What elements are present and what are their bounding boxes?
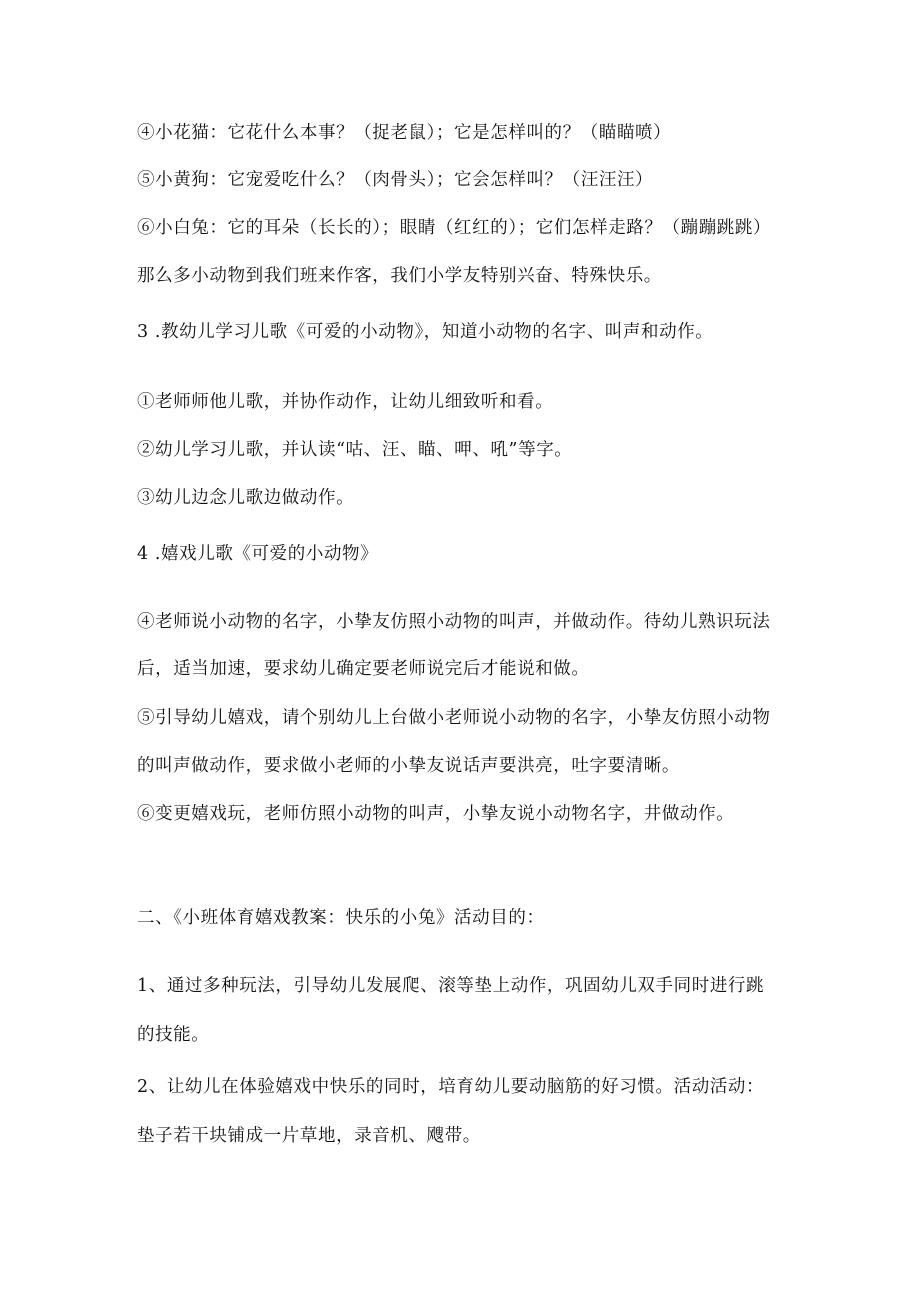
section-heading-two: 二、《小班体育嬉戏教案：快乐的小兔》活动目的： bbox=[137, 908, 545, 928]
paragraph-cat: ④小花猫：它花什么本事？（捉老鼠）；它是怎样叫的？（瞄瞄喷） bbox=[137, 123, 672, 143]
paragraph-game-5-line-1: ⑤引导幼儿嬉戏，请个别幼儿上台做小老师说小动物的名字，小挚友仿照小动物 bbox=[137, 708, 771, 728]
section-heading-3: 3 .教幼儿学习儿歌《可爱的小动物》，知道小动物的名字、叫声和动作。 bbox=[137, 322, 714, 342]
paragraph-step-3: ③幼儿边念儿歌边做动作。 bbox=[137, 488, 355, 508]
section-heading-4: 4 .嬉戏儿歌《可爱的小动物》 bbox=[137, 544, 379, 564]
paragraph-step-2: ②幼儿学习儿歌，并认读“咕、汪、瞄、呷、吼”等字。 bbox=[137, 440, 573, 460]
paragraph-game-4-line-1: ④老师说小动物的名字，小挚友仿照小动物的叫声，并做动作。待幼儿熟识玩法 bbox=[137, 612, 771, 632]
goal-1-line-2: 的技能。 bbox=[137, 1025, 210, 1045]
paragraph-dog: ⑤小黄狗：它宠爱吃什么？（肉骨头）；它会怎样叫？（汪汪汪） bbox=[137, 170, 654, 190]
paragraph-game-4-line-2: 后，适当加速，要求幼儿确定要老师说完后才能说和做。 bbox=[137, 659, 590, 679]
goal-1-line-1: 1、通过多种玩法，引导幼儿发展爬、滚等垫上动作，巩固幼儿双手同时进行跳 bbox=[137, 976, 765, 996]
goal-2-line-2: 垫子若干块铺成一片草地，录音机、飕带。 bbox=[137, 1126, 481, 1146]
paragraph-step-1: ①老师师他儿歌，并协作动作，让幼儿细致听和看。 bbox=[137, 392, 554, 412]
paragraph-game-5-line-2: 的叫声做动作，要求做小老师的小挚友说话声要洪亮，吐字要清晰。 bbox=[137, 756, 680, 776]
goal-2-line-1: 2、让幼儿在体验嬉戏中快乐的同时，培育幼儿要动脑筋的好习惯。活动活动： bbox=[137, 1077, 765, 1097]
paragraph-guests: 那么多小动物到我们班来作客，我们小学友特别兴奋、特殊快乐。 bbox=[137, 266, 662, 286]
paragraph-game-6: ⑥变更嬉戏玩，老师仿照小动物的叫声，小挚友说小动物名字，井做动作。 bbox=[137, 804, 735, 824]
paragraph-rabbit: ⑥小白兔：它的耳朵（长长的）；眼睛（红红的）；它们怎样走路？（蹦蹦跳跳） bbox=[137, 218, 772, 238]
